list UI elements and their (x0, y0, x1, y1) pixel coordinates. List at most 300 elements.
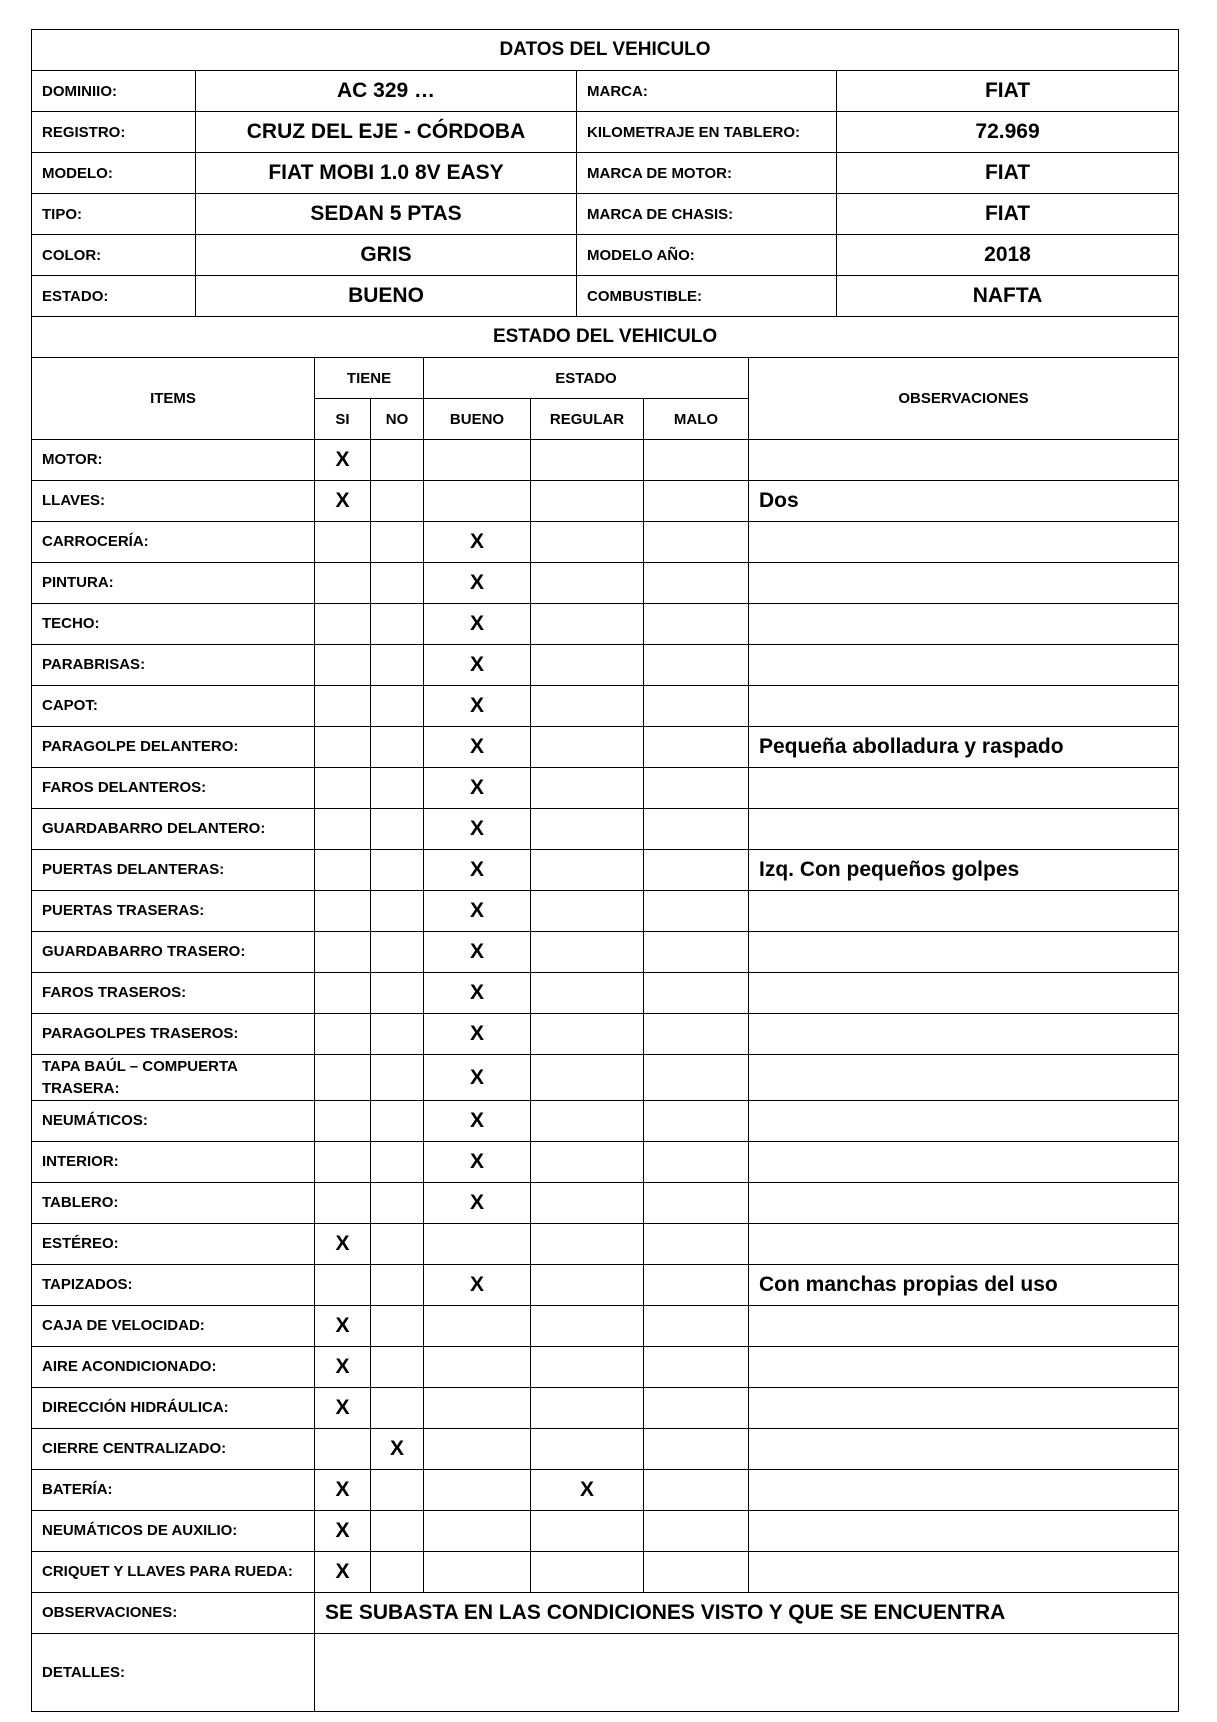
item-label: PUERTAS DELANTERAS: (32, 850, 315, 891)
item-observation (749, 1055, 1179, 1101)
check-cell-no (371, 809, 424, 850)
check-mark: X (469, 735, 484, 758)
item-label: TAPA BAÚL – COMPUERTA TRASERA: (32, 1055, 315, 1101)
item-label: AIRE ACONDICIONADO: (32, 1347, 315, 1388)
check-cell-malo (644, 1101, 749, 1142)
check-mark: X (579, 1478, 594, 1501)
check-cell-si (315, 1306, 371, 1347)
check-mark: X (469, 1065, 484, 1089)
check-cell-no (371, 563, 424, 604)
item-label: PUERTAS TRASERAS: (32, 891, 315, 932)
check-cell-malo (644, 1552, 749, 1593)
item-label: CAPOT: (32, 686, 315, 727)
check-mark: X (469, 776, 484, 799)
field-value: FIAT (837, 71, 1179, 112)
check-cell-regular (531, 604, 644, 645)
check-mark: X (469, 571, 484, 594)
check-cell-si (315, 727, 371, 768)
item-label: FAROS DELANTEROS: (32, 768, 315, 809)
vehicle-data-table (31, 29, 1179, 317)
check-cell-no (371, 1014, 424, 1055)
check-cell-no (371, 686, 424, 727)
check-cell-regular (531, 1142, 644, 1183)
check-cell-si (315, 1470, 371, 1511)
item-row (32, 1183, 1179, 1224)
check-mark: X (335, 1355, 350, 1378)
check-cell-no (371, 522, 424, 563)
check-cell-regular (531, 891, 644, 932)
check-cell-si (315, 604, 371, 645)
item-label: CIERRE CENTRALIZADO: (32, 1429, 315, 1470)
check-mark: X (335, 1560, 350, 1583)
field-label: ESTADO: (32, 276, 196, 317)
field-value: CRUZ DEL EJE - CÓRDOBA (196, 112, 577, 153)
check-cell-regular (531, 932, 644, 973)
check-cell-malo (644, 481, 749, 522)
check-cell-si (315, 481, 371, 522)
check-cell-no (371, 768, 424, 809)
check-mark: X (335, 448, 350, 471)
item-row (32, 1511, 1179, 1552)
check-cell-no (371, 1552, 424, 1593)
check-cell-malo (644, 809, 749, 850)
check-cell-bueno (424, 1101, 531, 1142)
check-cell-regular (531, 1470, 644, 1511)
item-observation (749, 686, 1179, 727)
check-cell-bueno (424, 604, 531, 645)
check-cell-si (315, 522, 371, 563)
observaciones-label: OBSERVACIONES: (32, 1593, 315, 1634)
field-value: FIAT (837, 153, 1179, 194)
check-cell-no (371, 1388, 424, 1429)
check-cell-regular (531, 1388, 644, 1429)
check-cell-si (315, 1014, 371, 1055)
check-cell-no (371, 932, 424, 973)
check-cell-si (315, 809, 371, 850)
check-cell-no (371, 727, 424, 768)
item-label: FAROS TRASEROS: (32, 973, 315, 1014)
check-cell-no (371, 973, 424, 1014)
check-mark: X (469, 817, 484, 840)
check-cell-si (315, 1347, 371, 1388)
check-cell-bueno (424, 1142, 531, 1183)
field-value: FIAT (837, 194, 1179, 235)
check-cell-bueno (424, 563, 531, 604)
item-observation (749, 1101, 1179, 1142)
item-row (32, 1014, 1179, 1055)
check-mark: X (469, 612, 484, 635)
item-row (32, 891, 1179, 932)
check-cell-si (315, 1265, 371, 1306)
check-cell-si (315, 440, 371, 481)
si-header: SI (315, 399, 371, 440)
item-observation (749, 809, 1179, 850)
item-row (32, 768, 1179, 809)
field-value: 2018 (837, 235, 1179, 276)
check-cell-regular (531, 686, 644, 727)
check-cell-malo (644, 768, 749, 809)
check-cell-bueno (424, 1183, 531, 1224)
check-mark: X (335, 489, 350, 512)
check-cell-bueno (424, 1265, 531, 1306)
check-cell-malo (644, 1347, 749, 1388)
item-row (32, 1388, 1179, 1429)
check-cell-bueno (424, 1224, 531, 1265)
item-observation (749, 1142, 1179, 1183)
check-cell-malo (644, 1429, 749, 1470)
check-cell-malo (644, 891, 749, 932)
item-row (32, 1429, 1179, 1470)
item-row (32, 850, 1179, 891)
check-cell-si (315, 850, 371, 891)
check-cell-si (315, 563, 371, 604)
no-header: NO (371, 399, 424, 440)
item-label: LLAVES: (32, 481, 315, 522)
check-cell-malo (644, 1388, 749, 1429)
check-mark: X (469, 1191, 484, 1214)
check-cell-no (371, 1142, 424, 1183)
item-row (32, 522, 1179, 563)
item-observation (749, 1224, 1179, 1265)
item-label: TABLERO: (32, 1183, 315, 1224)
field-value: BUENO (196, 276, 577, 317)
item-observation (749, 1429, 1179, 1470)
check-cell-malo (644, 686, 749, 727)
check-cell-no (371, 1055, 424, 1101)
check-cell-malo (644, 1470, 749, 1511)
check-cell-no (371, 1511, 424, 1552)
item-row (32, 973, 1179, 1014)
check-mark: X (469, 1150, 484, 1173)
item-row (32, 1347, 1179, 1388)
check-cell-bueno (424, 932, 531, 973)
item-label: MOTOR: (32, 440, 315, 481)
item-label: PARABRISAS: (32, 645, 315, 686)
check-cell-bueno (424, 1470, 531, 1511)
check-cell-malo (644, 604, 749, 645)
item-observation (749, 1347, 1179, 1388)
check-cell-si (315, 891, 371, 932)
check-cell-regular (531, 1306, 644, 1347)
field-label: DOMINIIO: (32, 71, 196, 112)
check-mark: X (469, 1273, 484, 1296)
item-label: CRIQUET Y LLAVES PARA RUEDA: (32, 1552, 315, 1593)
item-row (32, 604, 1179, 645)
check-cell-si (315, 1552, 371, 1593)
check-cell-no (371, 1347, 424, 1388)
item-row (32, 645, 1179, 686)
item-observation (749, 1014, 1179, 1055)
item-row (32, 686, 1179, 727)
item-row (32, 1224, 1179, 1265)
check-cell-malo (644, 727, 749, 768)
field-label: MODELO: (32, 153, 196, 194)
item-observation (749, 1552, 1179, 1593)
check-cell-regular (531, 563, 644, 604)
check-cell-regular (531, 973, 644, 1014)
field-label: MARCA: (577, 71, 837, 112)
check-cell-no (371, 1101, 424, 1142)
check-cell-malo (644, 1014, 749, 1055)
check-cell-regular (531, 481, 644, 522)
check-mark: X (335, 1232, 350, 1255)
field-label: MODELO AÑO: (577, 235, 837, 276)
check-cell-si (315, 1183, 371, 1224)
item-observation (749, 932, 1179, 973)
check-cell-bueno (424, 809, 531, 850)
check-cell-no (371, 1224, 424, 1265)
observaciones-row (32, 1593, 1179, 1634)
vehicle-data-row (32, 71, 1179, 112)
check-cell-regular (531, 1183, 644, 1224)
item-observation (749, 1183, 1179, 1224)
check-cell-si (315, 768, 371, 809)
check-cell-si (315, 973, 371, 1014)
field-value: SEDAN 5 PTAS (196, 194, 577, 235)
item-label: TECHO: (32, 604, 315, 645)
check-cell-no (371, 1183, 424, 1224)
field-label: COMBUSTIBLE: (577, 276, 837, 317)
check-mark: X (335, 1396, 350, 1419)
check-cell-bueno (424, 973, 531, 1014)
field-label: KILOMETRAJE EN TABLERO: (577, 112, 837, 153)
check-cell-si (315, 1511, 371, 1552)
detalles-label: DETALLES: (32, 1634, 315, 1712)
observaciones-header: OBSERVACIONES (749, 358, 1179, 440)
item-row (32, 1306, 1179, 1347)
item-label: NEUMÁTICOS: (32, 1101, 315, 1142)
check-cell-no (371, 850, 424, 891)
item-label: TAPIZADOS: (32, 1265, 315, 1306)
check-mark: X (469, 1022, 484, 1045)
item-observation: Pequeña abolladura y raspado (749, 727, 1179, 768)
check-cell-bueno (424, 1388, 531, 1429)
item-row (32, 1142, 1179, 1183)
item-label: PINTURA: (32, 563, 315, 604)
vehicle-data-row (32, 194, 1179, 235)
item-row (32, 1552, 1179, 1593)
item-row (32, 932, 1179, 973)
check-cell-regular (531, 809, 644, 850)
check-mark: X (469, 653, 484, 676)
item-row (32, 563, 1179, 604)
check-cell-regular (531, 850, 644, 891)
item-observation (749, 891, 1179, 932)
field-value: 72.969 (837, 112, 1179, 153)
check-cell-no (371, 440, 424, 481)
check-cell-regular (531, 1101, 644, 1142)
item-observation (749, 1511, 1179, 1552)
check-cell-no (371, 645, 424, 686)
check-cell-bueno (424, 1347, 531, 1388)
check-cell-bueno (424, 481, 531, 522)
vehicle-data-row (32, 153, 1179, 194)
check-cell-malo (644, 1055, 749, 1101)
field-value: NAFTA (837, 276, 1179, 317)
check-cell-bueno (424, 1429, 531, 1470)
check-cell-no (371, 604, 424, 645)
item-label: BATERÍA: (32, 1470, 315, 1511)
check-cell-si (315, 932, 371, 973)
check-cell-regular (531, 1552, 644, 1593)
item-label: CAJA DE VELOCIDAD: (32, 1306, 315, 1347)
check-cell-bueno (424, 522, 531, 563)
field-value: GRIS (196, 235, 577, 276)
field-value: AC 329 … (196, 71, 577, 112)
check-cell-no (371, 1470, 424, 1511)
check-cell-si (315, 645, 371, 686)
item-row (32, 1265, 1179, 1306)
check-mark: X (469, 1109, 484, 1132)
check-mark: X (469, 981, 484, 1004)
check-cell-bueno (424, 645, 531, 686)
check-cell-malo (644, 1183, 749, 1224)
item-label: GUARDABARRO DELANTERO: (32, 809, 315, 850)
check-cell-malo (644, 1511, 749, 1552)
field-label: MARCA DE MOTOR: (577, 153, 837, 194)
check-cell-malo (644, 563, 749, 604)
check-cell-regular (531, 1429, 644, 1470)
check-cell-malo (644, 932, 749, 973)
check-cell-regular (531, 1347, 644, 1388)
check-cell-bueno (424, 850, 531, 891)
vehicle-condition-table (31, 316, 1179, 1712)
check-cell-bueno (424, 1014, 531, 1055)
item-observation (749, 522, 1179, 563)
check-cell-regular (531, 522, 644, 563)
item-label: DIRECCIÓN HIDRÁULICA: (32, 1388, 315, 1429)
check-cell-si (315, 1101, 371, 1142)
regular-header: REGULAR (531, 399, 644, 440)
check-cell-malo (644, 1265, 749, 1306)
check-cell-si (315, 1429, 371, 1470)
check-cell-bueno (424, 891, 531, 932)
check-cell-bueno (424, 1511, 531, 1552)
observaciones-value: SE SUBASTA EN LAS CONDICIONES VISTO Y QUE SE ENCUENTRA (315, 1593, 1179, 1634)
item-label: PARAGOLPE DELANTERO: (32, 727, 315, 768)
item-observation (749, 604, 1179, 645)
check-cell-no (371, 1429, 424, 1470)
check-cell-malo (644, 645, 749, 686)
check-cell-regular (531, 1014, 644, 1055)
check-mark: X (469, 858, 484, 881)
check-cell-malo (644, 1142, 749, 1183)
item-row (32, 809, 1179, 850)
check-cell-no (371, 1306, 424, 1347)
item-label: PARAGOLPES TRASEROS: (32, 1014, 315, 1055)
check-cell-malo (644, 1306, 749, 1347)
item-row (32, 1101, 1179, 1142)
field-label: TIPO: (32, 194, 196, 235)
check-cell-no (371, 1265, 424, 1306)
item-label: GUARDABARRO TRASERO: (32, 932, 315, 973)
check-cell-si (315, 1224, 371, 1265)
item-observation (749, 440, 1179, 481)
item-label: ESTÉREO: (32, 1224, 315, 1265)
check-cell-regular (531, 727, 644, 768)
item-observation (749, 1388, 1179, 1429)
check-mark: X (469, 899, 484, 922)
malo-header: MALO (644, 399, 749, 440)
check-cell-regular (531, 768, 644, 809)
check-cell-regular (531, 440, 644, 481)
item-row (32, 1055, 1179, 1101)
item-row (32, 481, 1179, 522)
field-value: FIAT MOBI 1.0 8V EASY (196, 153, 577, 194)
check-cell-si (315, 1055, 371, 1101)
check-cell-regular (531, 1265, 644, 1306)
check-mark: X (469, 694, 484, 717)
check-cell-si (315, 1142, 371, 1183)
estado-header: ESTADO (424, 358, 749, 399)
item-observation (749, 645, 1179, 686)
check-cell-bueno (424, 768, 531, 809)
check-cell-bueno (424, 1552, 531, 1593)
item-row (32, 727, 1179, 768)
bueno-header: BUENO (424, 399, 531, 440)
check-cell-regular (531, 1224, 644, 1265)
check-mark: X (335, 1519, 350, 1542)
check-cell-malo (644, 440, 749, 481)
check-cell-bueno (424, 440, 531, 481)
field-label: REGISTRO: (32, 112, 196, 153)
check-cell-malo (644, 1224, 749, 1265)
item-label: CARROCERÍA: (32, 522, 315, 563)
item-label: NEUMÁTICOS DE AUXILIO: (32, 1511, 315, 1552)
vehicle-data-row (32, 235, 1179, 276)
item-observation: Izq. Con pequeños golpes (749, 850, 1179, 891)
vehicle-data-row (32, 112, 1179, 153)
items-header: ITEMS (32, 358, 315, 440)
check-mark: X (469, 530, 484, 553)
check-cell-malo (644, 973, 749, 1014)
check-cell-bueno (424, 727, 531, 768)
field-label: COLOR: (32, 235, 196, 276)
detalles-value (315, 1634, 1179, 1712)
item-row (32, 1470, 1179, 1511)
check-cell-bueno (424, 686, 531, 727)
item-observation: Dos (749, 481, 1179, 522)
vehicle-data-title: DATOS DEL VEHICULO (32, 30, 1179, 71)
check-mark: X (335, 1478, 350, 1501)
check-cell-regular (531, 1055, 644, 1101)
field-label: MARCA DE CHASIS: (577, 194, 837, 235)
item-observation (749, 563, 1179, 604)
check-cell-bueno (424, 1055, 531, 1101)
check-cell-si (315, 686, 371, 727)
check-cell-bueno (424, 1306, 531, 1347)
check-cell-malo (644, 850, 749, 891)
item-row (32, 440, 1179, 481)
item-observation (749, 768, 1179, 809)
check-cell-regular (531, 1511, 644, 1552)
tiene-header: TIENE (315, 358, 424, 399)
item-observation (749, 1470, 1179, 1511)
check-mark: X (469, 940, 484, 963)
item-observation (749, 1306, 1179, 1347)
check-cell-si (315, 1388, 371, 1429)
item-observation (749, 973, 1179, 1014)
item-label: INTERIOR: (32, 1142, 315, 1183)
check-mark: X (335, 1314, 350, 1337)
check-cell-no (371, 481, 424, 522)
check-cell-malo (644, 522, 749, 563)
check-cell-regular (531, 645, 644, 686)
detalles-row (32, 1634, 1179, 1712)
check-mark: X (389, 1437, 404, 1460)
check-cell-no (371, 891, 424, 932)
vehicle-data-row (32, 276, 1179, 317)
